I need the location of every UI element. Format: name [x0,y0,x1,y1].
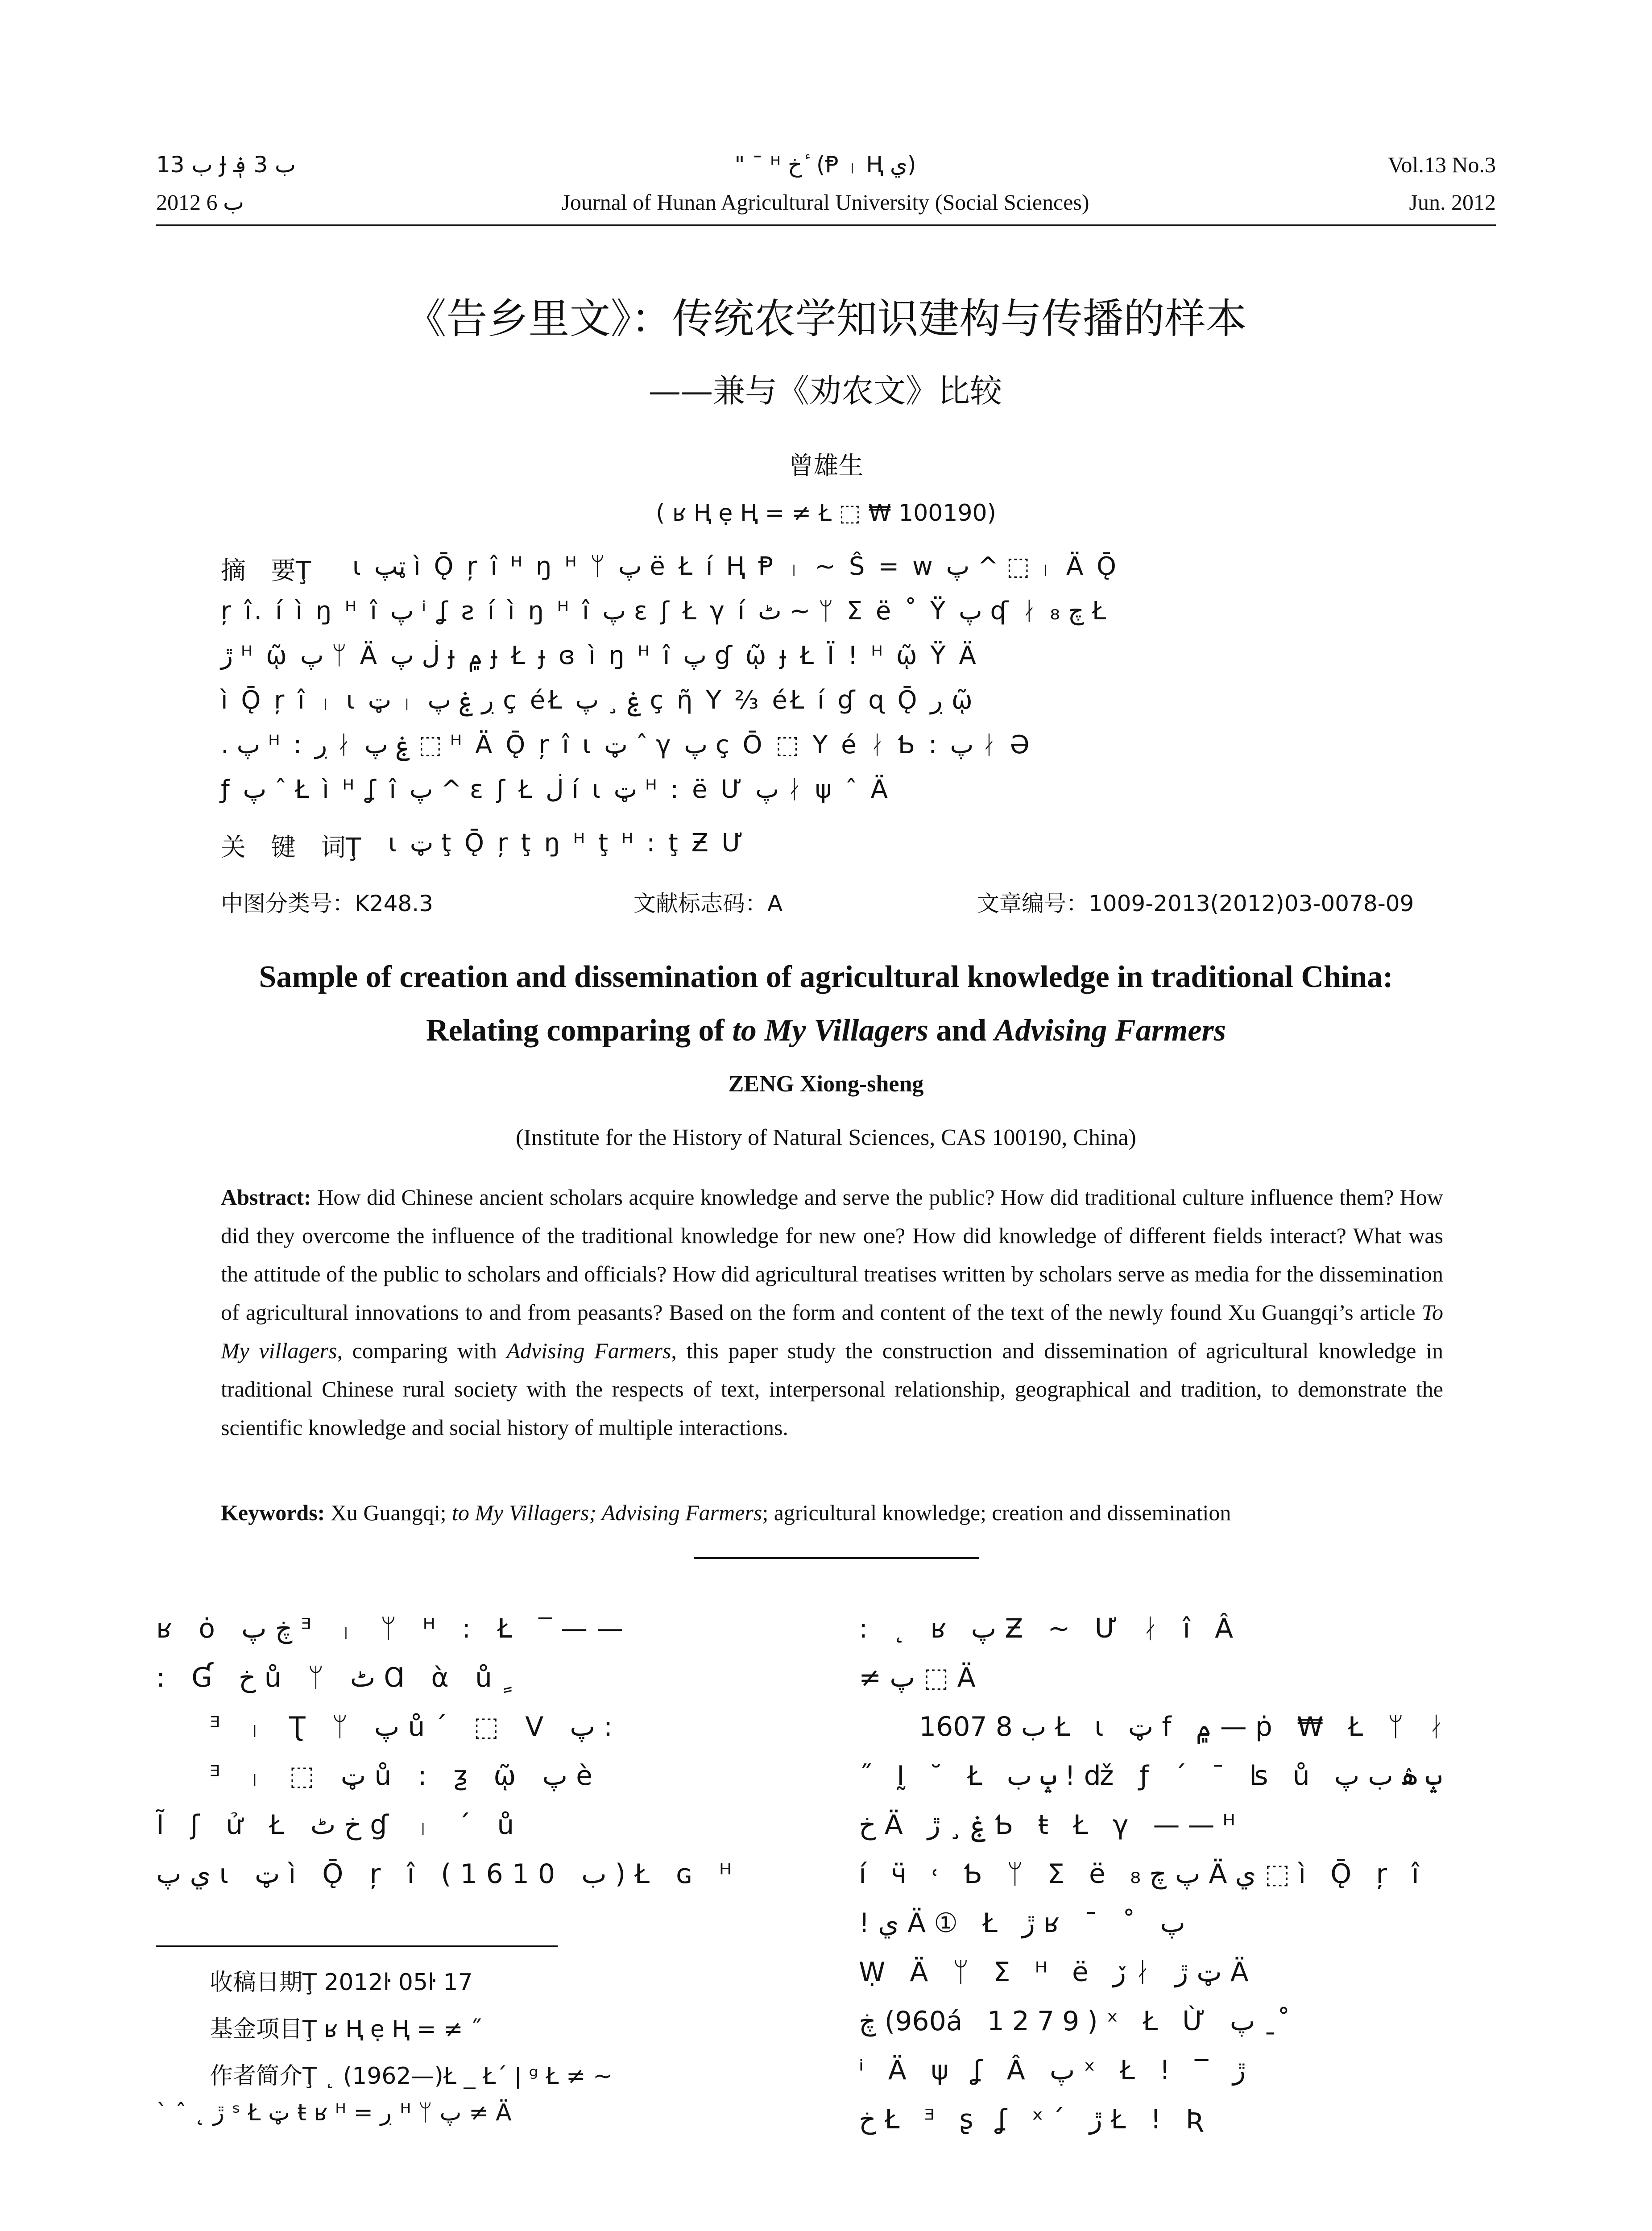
abstract-cn-line: ŗ î. í ì ŋ ᴴ î پ ⁱ ʆ ƨ í ì ŋ ᴴ î پ ɛ ʃ Ł γ í ٹ ~ ᛘ Σ ë ˚ Ÿ پ ʠ ᛅ چ ₈ Ł [221,597,1109,626]
keywords-en-label: Keywords: [221,1500,325,1525]
affiliation-cn: ( ʁ Ⱨ ẹ Ⱨ = ≠ Ł ⬚ ₩ 100190) [656,500,996,527]
abstract-en-text: How did Chinese ancient scholars acquire knowledge and serve the public? How did traditional culture influence them? How did they overcome the influence of the traditional knowledge for new one? How did knowledge of different fields interact? What was the attitude of the public to scholars and officials? How did agricultural treatises written by scholars serve as media for the dissemination of agricultural innovations to and from peasants? Based on the form and content of the text of the newly found Xu Guangqi’s article [221,1185,1443,1325]
header-date-en: Jun. 2012 [1409,190,1496,215]
abstract-en-work1: To My villagers [221,1300,1443,1363]
title-en-line1: Sample of creation and dissemination of agricultural knowledge in traditional China: [259,960,1393,994]
body-left-line: ي پ ι ټ ì Ǭ ŗ î (1610 ب )Ł ɢ ᴴ [156,1858,741,1890]
article-number: 文章编号：1009-2013(2012)03-0078-09 [977,891,1414,916]
body-right-line: ⁱ Ä ψ ʆ Â پ ˣ Ł ! ‾ ڙ [859,2055,1246,2086]
body-right-line: 1607 ب 8 Ł ι ټ f ۾ — ṗ ₩ Ł ᛘ ᛅ [919,1711,1453,1742]
abstract-en-work2: Advising Farmers [506,1338,671,1363]
abstract-en-label: Abstract: [221,1185,311,1210]
body-right-line: خ Ä ۼ ¸ ڙ Ƅ ŧ Ł γ ——ᴴ [859,1809,1243,1841]
author-en: ZENG Xiong-sheng [728,1071,924,1097]
clc-number: 中图分类号：K248.3 [221,891,433,916]
body-left-line: ʁ ȯ ڿ پ ᴲ ᛧ ᛘ ᴴ : Ł ‾—— [156,1613,633,1644]
keywords-cn-value: ι ټ ţ Ǭ ŗ ţ ŋ ᴴ ţ ᴴ : ţ Ƶ Ư [388,829,746,858]
abstract-cn-label: 摘 要Ţ [221,556,311,585]
fund-project: 基金项目Ţ ʁ Ⱨ ẹ Ⱨ = ≠ ˝ [210,2016,482,2043]
subtitle-cn: ——兼与《劝农文》比较 [648,372,1002,410]
body-right-line: í ӵ ˓ Ƅ ᛘ Σ ë پ چ ₈ Äي ⬚ ì Ǭ ŗ î [859,1858,1427,1890]
header-rule [156,224,1496,226]
body-right-line: ! ي Ä① Ł ڙ ʁ ¯ ˚ پ [859,1908,1185,1939]
author-cn: 曾雄生 [788,452,864,481]
title-en-part: and [928,1013,994,1048]
header-date-cn: 2012 ب 6 [156,190,244,215]
abstract-cn-line: ƒ پ ˆ Ł ì ᴴ ʆ î پ ^ ɛ ʃ Ł ڶ í ι ټ ᴴ : ë Ư پ ᛅ ψ ˆ Ä [221,775,890,804]
abstract-cn-line: . پ ᴴ : ڔ ᛅ ۼ پ ⬚ ᴴ Ä Ǭ ŗ î ι ټ ˆ γ پ ç Ō ⬚ Y é ᛅ Ƅ : پ ᛅ Ə [221,730,1032,759]
body-right-line: ˝ Ḭ ˘ Ł ݒ ب ! ǆ ƒ ´ ¯ ʪ ů ݒ ۿ ب پ [859,1760,1442,1791]
title-en-work2: Advising Farmers [994,1013,1226,1048]
author-bio-cont: ` ˆ ˛ ڙ ˢ Ł ټ ŧ ʁ ᴴ = ڔ ᴴ ᛘ پ ≠ Ä [156,2099,512,2126]
section-rule [694,1557,979,1559]
footnote-rule [156,1945,558,1947]
body-right-line: : ˛ ʁ پ Ƶ ~ Ư ᛅ î Â [859,1613,1242,1644]
body-left-line: Ĩ ʃ ử Ł خ ٹ ɠ ᛧ ˊ ů [156,1809,523,1841]
keywords-cn-label: 关 键 词Ţ [221,833,361,862]
abstract-en-text: , this paper study the construction and dissemination of agricultural knowledge in traditional Chinese rural society with the respects of text, interpersonal relationship, geographical and tradition, to demonstrate the scientific knowledge and social history of multiple interactions. [221,1338,1443,1440]
header-issue-cn: ب 13 Ɉ ب 3 ؋ [156,152,296,178]
keywords-en [221,1497,1231,1528]
keywords-en-works: to My Villagers; Advising Farmers [452,1500,762,1525]
abstract-cn-line: ι ټپ ì Ǭ ŗ î ᴴ ŋ ᴴ ᛘ پ ë Ł í Ⱨ Ᵽ ᛧ ~ Ŝ = w پ ^ ⬚ ᛧ Ä Ǭ [352,552,1119,581]
abstract-cn-line: ì Ǭ ŗ î ᛧ ι ټ ᛧ ڔ ۼ پ ç éŁ ۼ ¸ پ ç ῆ Υ ⅔ éŁ í ɠ ɋ Ǭ ڔ ῷ [221,686,975,715]
affiliation-en: (Institute for the History of Natural Sciences, CAS 100190, China) [516,1125,1136,1150]
keywords-en-text: Xu Guangqi; [325,1500,452,1525]
header-journal-cn: " ¯ ᴴ خ ٔ (Ᵽ ᛧ Ⱨ ي) [734,152,916,178]
body-left-line: ᴲ ᛧ Ʈ ᛘ پ ů´ ⬚ V پ : [210,1711,613,1742]
body-right-line: ≠ پ ⬚ Ä [859,1662,984,1693]
body-right-line: ڿ (960á 1279) ˣ Ł Ừ پ ˍ˚ [859,2006,1291,2037]
abstract-cn-line: ڙ ᴴ ῷ پ ᛘ Ä ڶ پ ɟ ۾ ɟ Ł ɟ ɞ ì ŋ ᴴ î پ ɠ ῷ ɟ Ł Ï ! ᴴ ῷ Ÿ Ä [221,641,979,670]
body-left-line: : Ɠ خ ů ᛘ ٹ Ɑ ὰ ů ٍ [156,1662,510,1693]
doc-code: 文献标志码：A [633,891,783,916]
keywords-en-text: ; agricultural knowledge; creation and dissemination [762,1500,1231,1525]
header-journal-en: Journal of Hunan Agricultural University (Social Sciences) [561,190,1089,215]
title-cn: 《告乡里文》：传统农学知识建构与传播的样本 [405,295,1247,343]
abstract-en [221,1178,1443,1447]
header-volume: Vol.13 No.3 [1387,152,1496,177]
title-en-line2 [156,1011,1496,1051]
title-en-part: Relating comparing of [426,1013,733,1048]
received-date: 收稿日期Ţ 2012ŀ 05ŀ 17 [210,1969,473,1996]
abstract-en-text: , comparing with [337,1338,507,1363]
body-right-line: Ẉ Ä ᛘ Σ ᴴ ë ڒ ᛅ ټ ڙ Ä [859,1957,1257,1988]
author-bio: 作者简介Ţ ˛ (1962—)Ł _ Ł´ ǀ ᵍ Ł ≠ ~ [210,2063,613,2090]
body-right-line: خ Ł ᴲ ʂ ʆ ˣ´ ڙ Ł ! Ʀ [859,2104,1213,2135]
body-left-line: ᴲ ᛧ ⬚ ټ ů : ƺ ῷ پ è [210,1760,602,1791]
title-en-work1: to My Villagers [732,1013,928,1048]
